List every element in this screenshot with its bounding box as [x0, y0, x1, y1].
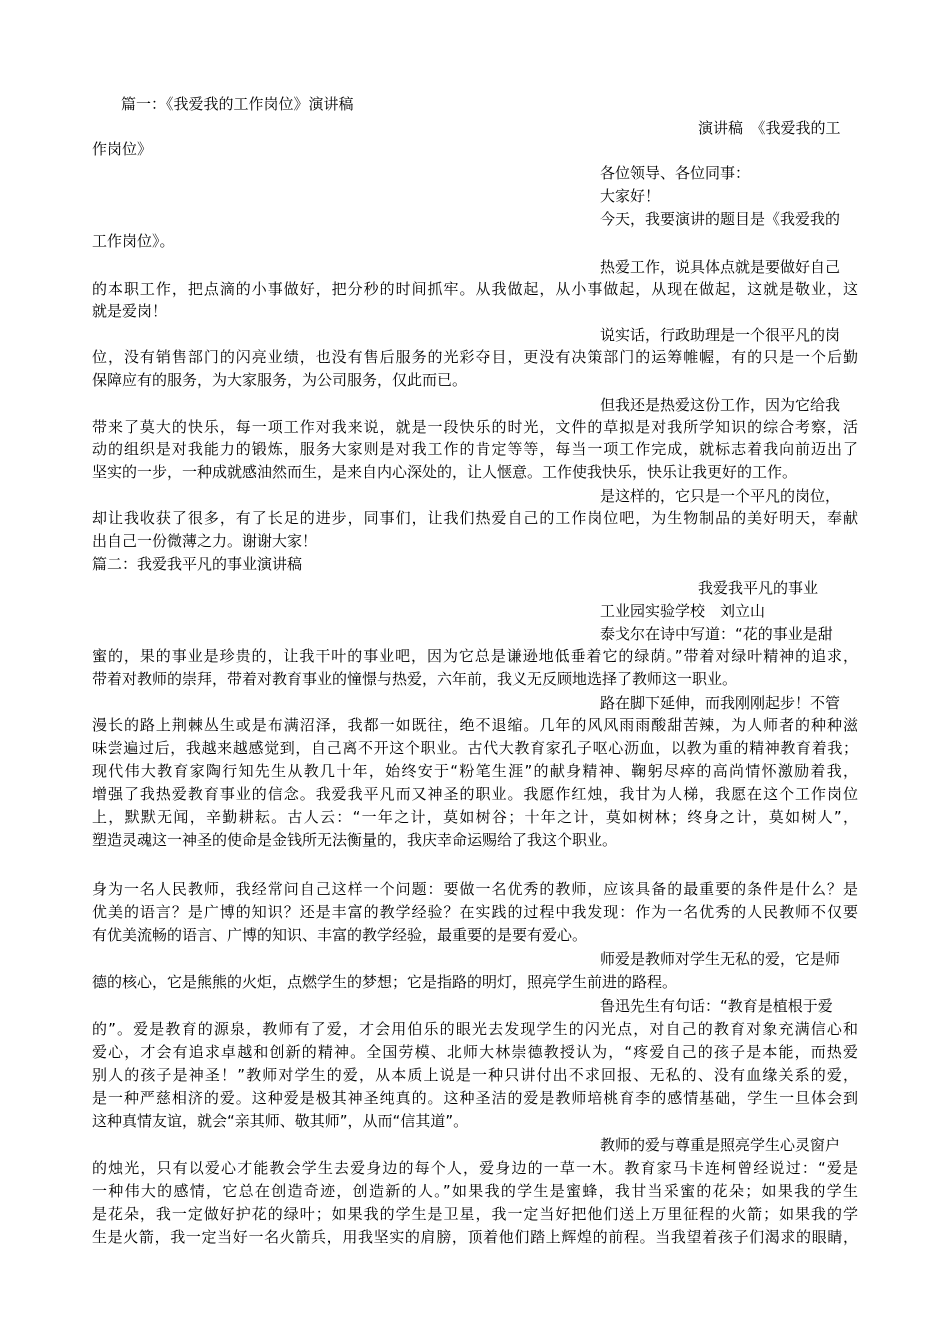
paragraph-line: 上，默默无闻，辛勤耕耘。古人云：“一年之计，莫如树谷；十年之计，莫如树林；终身之计，莫如树人”， [92, 808, 858, 826]
greeting: 大家好！ [600, 187, 661, 205]
paragraph-line: 却让我收获了很多，有了长足的进步，同事们，让我们热爱自己的工作岗位吧，为生物制品的美好明天，奉献 [92, 509, 858, 527]
paragraph-line: 说实话，行政助理是一个很平凡的岗 [600, 326, 841, 344]
salutation: 各位领导、各位同事： [600, 164, 751, 182]
paragraph-line: 塑造灵魂这一神圣的使命是金钱所无法衡量的，我庆幸命运赐给了我这个职业。 [92, 831, 618, 849]
paragraph-line: 的本职工作，把点滴的小事做好，把分秒的时间抓牢。从我做起，从小事做起，从现在做起，这就是敬业，这 [92, 280, 858, 298]
paragraph-line: 德的核心，它是熊熊的火炬，点燃学生的梦想；它是指路的明灯，照亮学生前进的路程。 [92, 973, 678, 991]
paragraph-line: 泰戈尔在诗中写道：“花的事业是甜 [600, 625, 833, 643]
paragraph-line: 味尝遍过后，我越来越感觉到，自己离不开这个职业。古代大教育家孔子呕心沥血，以教为重的精神教育着我； [92, 739, 858, 757]
paragraph-line: 增强了我热爱教育事业的信念。我爱我平凡而又神圣的职业。我愿作红烛，我甘为人梯，我愿在这个工作岗位 [92, 785, 858, 803]
part2-title: 我爱我平凡的事业 [698, 579, 819, 597]
paragraph-line: 的”。爱是教育的源泉，教师有了爱，才会用伯乐的眼光去发现学生的闪光点，对自己的教育对象充满信心和 [92, 1020, 858, 1038]
paragraph-line: 爱心，才会有追求卓越和创新的精神。全国劳模、北师大林崇德教授认为，“疼爱自己的孩子是本能，而热爱 [92, 1043, 858, 1061]
paragraph-line: 就是爱岗！ [92, 302, 168, 320]
paragraph-line: 优美的语言？是广博的知识？还是丰富的教学经验？在实践的过程中我发现：作为一名优秀的人民教师不仅要 [92, 903, 858, 921]
paragraph-line: 漫长的路上荆棘丛生或是布满沼泽，我都一如既往，绝不退缩。几年的风风雨雨酸甜苦辣，为人师者的种种滋 [92, 716, 858, 734]
part2-author: 工业园实验学校 刘立山 [600, 602, 766, 620]
paragraph-line: 这种真情友谊，就会“亲其师、敬其师”，从而“信其道”。 [92, 1112, 469, 1130]
paragraph-line: 热爱工作，说具体点就是要做好自己 [600, 258, 841, 276]
paragraph-line: 但我还是热爱这份工作，因为它给我 [600, 396, 841, 414]
paragraph-line: 动的组织是对我能力的锻炼，服务大家则是对我工作的肯定等等，每当一项工作完成，就标志着我向前迈出了 [92, 440, 858, 458]
paragraph-line: 带来了莫大的快乐，每一项工作对我来说，就是一段快乐的时光，文件的草拟是对我所学知识的综合考察，活 [92, 418, 858, 436]
paragraph-line: 教师的爱与尊重是照亮学生心灵窗户 [600, 1136, 841, 1154]
part1-title-line1: 演讲稿 《我爱我的工 [698, 119, 841, 137]
paragraph-line: 是一种严慈相济的爱。这种爱是极其神圣纯真的。这种圣洁的爱是教师培桃育李的感情基础，学生一旦体会到 [92, 1089, 858, 1107]
paragraph-line: 坚实的一步，一种成就感油然而生，是来自内心深处的，让人惬意。工作使我快乐，快乐让我更好的工作。 [92, 463, 798, 481]
paragraph-line: 位，没有销售部门的闪亮业绩，也没有售后服务的光彩夺目，更没有决策部门的运筹帷幄，有的只是一个后勤 [92, 348, 858, 366]
paragraph-line: 有优美流畅的语言、广博的知识、丰富的教学经验，最重要的是要有爱心。 [92, 926, 588, 944]
paragraph-line: 今天，我要演讲的题目是《我爱我的 [600, 210, 841, 228]
paragraph-line: 是花朵，我一定做好护花的绿叶；如果我的学生是卫星，我一定当好把他们送上万里征程的火箭；如果我的学 [92, 1205, 858, 1223]
paragraph-line: 出自己一份微薄之力。谢谢大家！ [92, 532, 318, 550]
paragraph-line: 生是火箭，我一定当好一名火箭兵，用我坚实的肩膀，顶着他们踏上辉煌的前程。当我望着孩子们渴求的眼睛， [92, 1228, 858, 1246]
paragraph-line: 师爱是教师对学生无私的爱，它是师 [600, 950, 841, 968]
paragraph-line: 保障应有的服务，为大家服务，为公司服务，仅此而已。 [92, 371, 468, 389]
part1-title-line2: 作岗位》 [92, 140, 153, 158]
paragraph-line: 一种伟大的感情，它总在创造奇迹，创造新的人。”如果我的学生是蜜蜂，我甘当采蜜的花朵；如果我的学生 [92, 1182, 858, 1200]
paragraph-line: 鲁迅先生有句话：“教育是植根于爱 [600, 997, 833, 1015]
paragraph-line: 带着对教师的崇拜，带着对教育事业的憧憬与热爱，六年前，我义无反顾地选择了教师这一职业。 [92, 670, 738, 688]
paragraph-line: 路在脚下延伸，而我刚刚起步！不管 [600, 694, 841, 712]
part2-heading: 篇二：我爱我平凡的事业演讲稿 [92, 555, 303, 573]
paragraph-line: 身为一名人民教师，我经常问自己这样一个问题：要做一名优秀的教师，应该具备的最重要的条件是什么？是 [92, 880, 858, 898]
paragraph-line: 是这样的，它只是一个平凡的岗位， [600, 487, 841, 505]
paragraph-line: 别人的孩子是神圣！”教师对学生的爱，从本质上说是一种只讲付出不求回报、无私的、没有血缘关系的爱， [92, 1066, 858, 1084]
paragraph-line: 现代伟大教育家陶行知先生从教几十年，始终安于“粉笔生涯”的献身精神、鞠躬尽瘁的高尚情怀激励着我， [92, 762, 858, 780]
paragraph-line: 蜜的，果的事业是珍贵的，让我干叶的事业吧，因为它总是谦逊地低垂着它的绿荫。”带着对绿叶精神的追求， [92, 647, 858, 665]
paragraph-line: 工作岗位》。 [92, 232, 175, 250]
paragraph-line: 的烛光，只有以爱心才能教会学生去爱身边的每个人，爱身边的一草一木。教育家马卡连柯曾经说过：“爱是 [92, 1159, 858, 1177]
part1-heading: 篇一：《我爱我的工作岗位》演讲稿 [121, 95, 354, 113]
